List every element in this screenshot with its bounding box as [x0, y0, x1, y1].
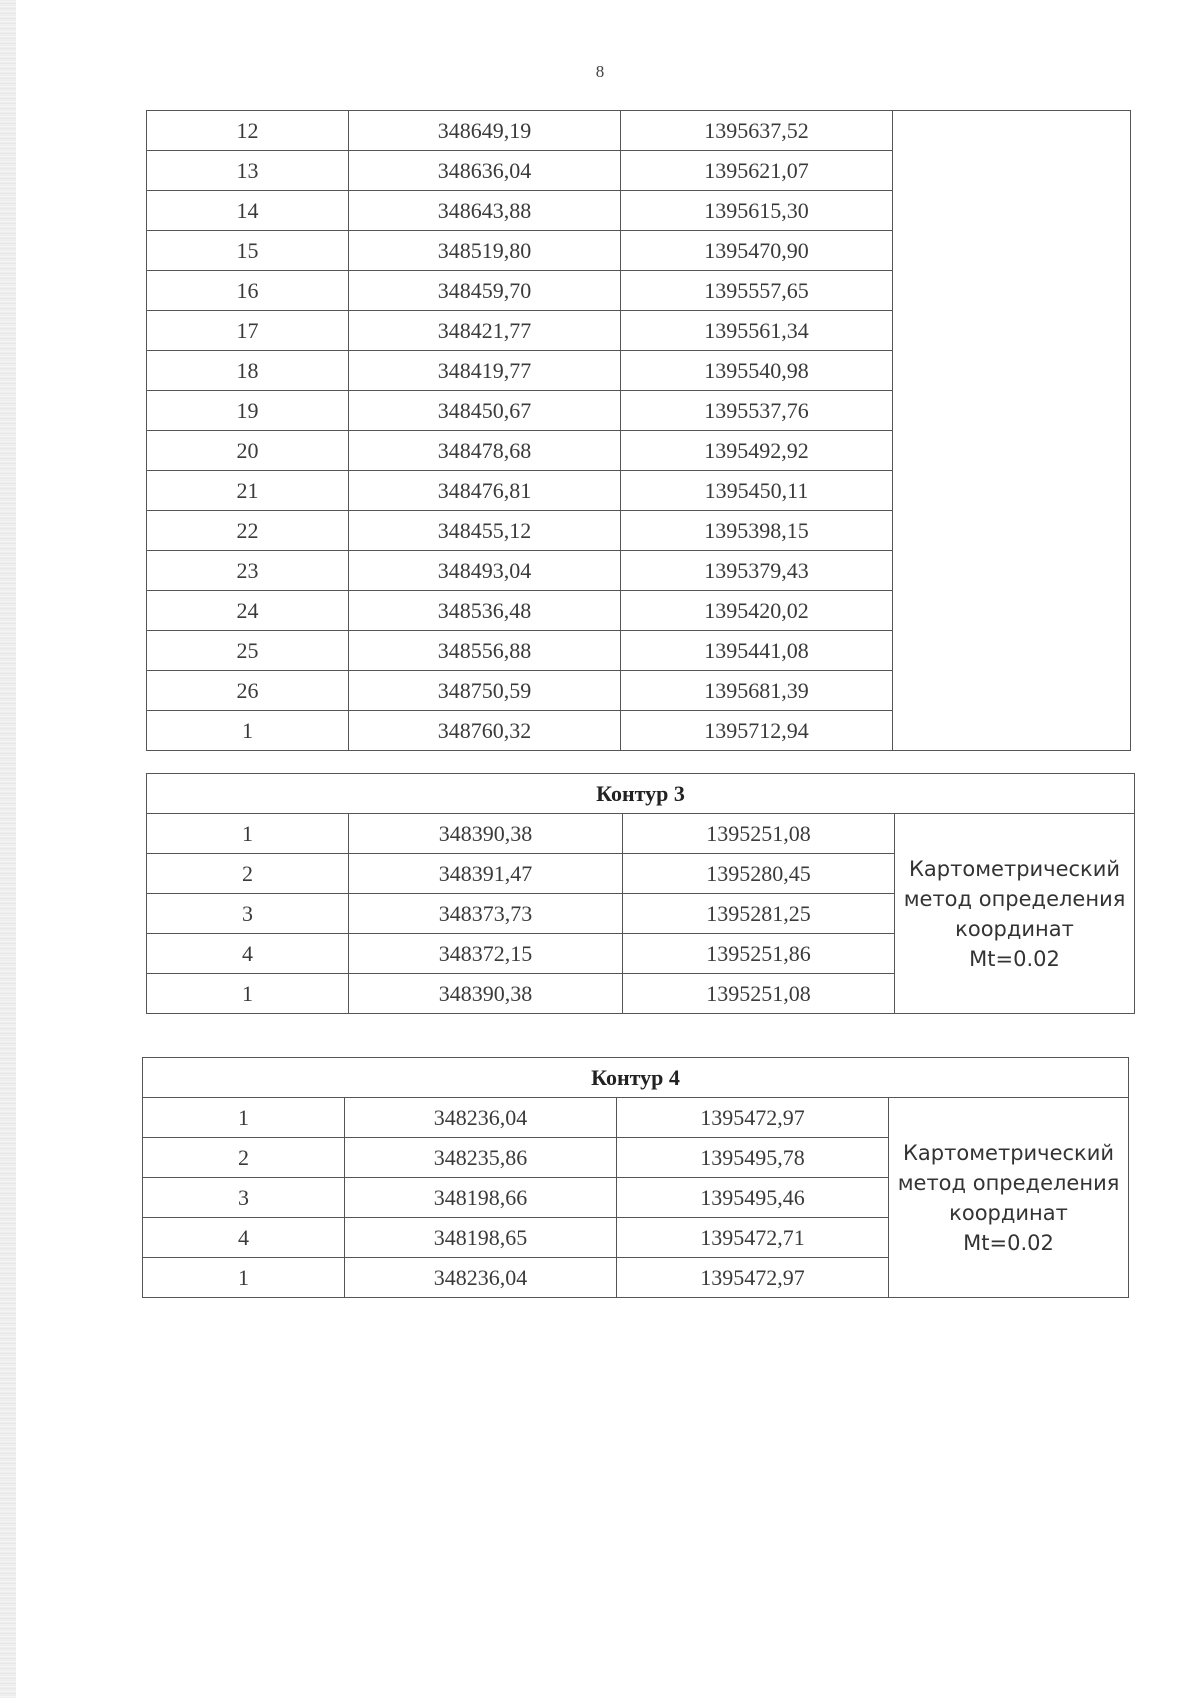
- x-coordinate-cell: 348649,19: [349, 111, 621, 151]
- x-coordinate-cell: 348450,67: [349, 391, 621, 431]
- point-number-cell: 13: [147, 151, 349, 191]
- y-coordinate-cell: 1395681,39: [621, 671, 893, 711]
- y-coordinate-cell: 1395492,92: [621, 431, 893, 471]
- point-number-cell: 19: [147, 391, 349, 431]
- method-note-line: Mt=0.02: [969, 946, 1060, 971]
- point-number-cell: 4: [143, 1218, 345, 1258]
- y-coordinate-cell: 1395472,97: [617, 1258, 889, 1298]
- x-coordinate-cell: 348493,04: [349, 551, 621, 591]
- y-coordinate-cell: 1395420,02: [621, 591, 893, 631]
- point-number-cell: 16: [147, 271, 349, 311]
- page-number: 8: [595, 62, 605, 81]
- x-coordinate-cell: 348750,59: [349, 671, 621, 711]
- x-coordinate-cell: 348760,32: [349, 711, 621, 751]
- point-number-cell: 2: [147, 854, 349, 894]
- x-coordinate-cell: 348235,86: [345, 1138, 617, 1178]
- y-coordinate-cell: 1395637,52: [621, 111, 893, 151]
- scan-edge-artifact: [0, 0, 16, 1698]
- table-row: [143, 1098, 1129, 1138]
- point-number-cell: 23: [147, 551, 349, 591]
- point-number-cell: 22: [147, 511, 349, 551]
- point-number-cell: 1: [143, 1258, 345, 1298]
- empty-note-cell: [893, 111, 1131, 751]
- y-coordinate-cell: 1395472,71: [617, 1218, 889, 1258]
- y-coordinate-cell: 1395561,34: [621, 311, 893, 351]
- point-number-cell: 15: [147, 231, 349, 271]
- x-coordinate-cell: 348419,77: [349, 351, 621, 391]
- point-number-cell: 3: [143, 1178, 345, 1218]
- x-coordinate-cell: 348373,73: [349, 894, 623, 934]
- x-coordinate-cell: 348421,77: [349, 311, 621, 351]
- y-coordinate-cell: 1395281,25: [623, 894, 895, 934]
- y-coordinate-cell: 1395540,98: [621, 351, 893, 391]
- x-coordinate-cell: 348236,04: [345, 1258, 617, 1298]
- y-coordinate-cell: 1395537,76: [621, 391, 893, 431]
- point-number-cell: 1: [147, 711, 349, 751]
- y-coordinate-cell: 1395472,97: [617, 1098, 889, 1138]
- y-coordinate-cell: 1395470,90: [621, 231, 893, 271]
- point-number-cell: 24: [147, 591, 349, 631]
- point-number-cell: 18: [147, 351, 349, 391]
- x-coordinate-cell: 348476,81: [349, 471, 621, 511]
- contour-4-header-row: [143, 1058, 1129, 1098]
- y-coordinate-cell: 1395621,07: [621, 151, 893, 191]
- x-coordinate-cell: 348478,68: [349, 431, 621, 471]
- point-number-cell: 1: [147, 814, 349, 854]
- x-coordinate-cell: 348536,48: [349, 591, 621, 631]
- x-coordinate-cell: 348455,12: [349, 511, 621, 551]
- method-note-line: координат: [949, 1200, 1068, 1225]
- y-coordinate-cell: 1395251,08: [623, 814, 895, 854]
- method-note-cell: [889, 1098, 1129, 1298]
- method-note-line: координат: [955, 916, 1074, 941]
- point-number-cell: 21: [147, 471, 349, 511]
- x-coordinate-cell: 348643,88: [349, 191, 621, 231]
- contour-3-title: Контур 3: [147, 774, 1135, 814]
- point-number-cell: 12: [147, 111, 349, 151]
- table-row: [147, 111, 1131, 151]
- method-note-cell: [895, 814, 1135, 1014]
- method-note-line: Mt=0.02: [963, 1230, 1054, 1255]
- y-coordinate-cell: 1395450,11: [621, 471, 893, 511]
- point-number-cell: 2: [143, 1138, 345, 1178]
- x-coordinate-cell: 348519,80: [349, 231, 621, 271]
- x-coordinate-cell: 348236,04: [345, 1098, 617, 1138]
- table-row: [147, 814, 1135, 854]
- y-coordinate-cell: 1395495,46: [617, 1178, 889, 1218]
- y-coordinate-cell: 1395712,94: [621, 711, 893, 751]
- y-coordinate-cell: 1395379,43: [621, 551, 893, 591]
- y-coordinate-cell: 1395398,15: [621, 511, 893, 551]
- coordinates-table-contour-3: [146, 773, 1135, 1014]
- y-coordinate-cell: 1395441,08: [621, 631, 893, 671]
- point-number-cell: 25: [147, 631, 349, 671]
- coordinates-table-contour-continued: [146, 110, 1131, 751]
- point-number-cell: 1: [143, 1098, 345, 1138]
- method-note-line: Картометрический: [903, 1140, 1115, 1165]
- point-number-cell: 4: [147, 934, 349, 974]
- x-coordinate-cell: 348636,04: [349, 151, 621, 191]
- contour-3-header-row: [147, 774, 1135, 814]
- x-coordinate-cell: 348372,15: [349, 934, 623, 974]
- method-note-line: Картометрический: [909, 856, 1121, 881]
- contour-4-title: Контур 4: [143, 1058, 1129, 1098]
- x-coordinate-cell: 348556,88: [349, 631, 621, 671]
- y-coordinate-cell: 1395251,86: [623, 934, 895, 974]
- point-number-cell: 14: [147, 191, 349, 231]
- point-number-cell: 20: [147, 431, 349, 471]
- y-coordinate-cell: 1395280,45: [623, 854, 895, 894]
- point-number-cell: 17: [147, 311, 349, 351]
- y-coordinate-cell: 1395557,65: [621, 271, 893, 311]
- x-coordinate-cell: 348390,38: [349, 814, 623, 854]
- y-coordinate-cell: 1395495,78: [617, 1138, 889, 1178]
- x-coordinate-cell: 348391,47: [349, 854, 623, 894]
- point-number-cell: 1: [147, 974, 349, 1014]
- method-note-line: метод определения: [897, 1170, 1120, 1195]
- x-coordinate-cell: 348390,38: [349, 974, 623, 1014]
- point-number-cell: 26: [147, 671, 349, 711]
- coordinates-table-contour-4: [142, 1057, 1129, 1298]
- x-coordinate-cell: 348459,70: [349, 271, 621, 311]
- method-note-line: метод определения: [903, 886, 1126, 911]
- y-coordinate-cell: 1395615,30: [621, 191, 893, 231]
- point-number-cell: 3: [147, 894, 349, 934]
- y-coordinate-cell: 1395251,08: [623, 974, 895, 1014]
- x-coordinate-cell: 348198,66: [345, 1178, 617, 1218]
- x-coordinate-cell: 348198,65: [345, 1218, 617, 1258]
